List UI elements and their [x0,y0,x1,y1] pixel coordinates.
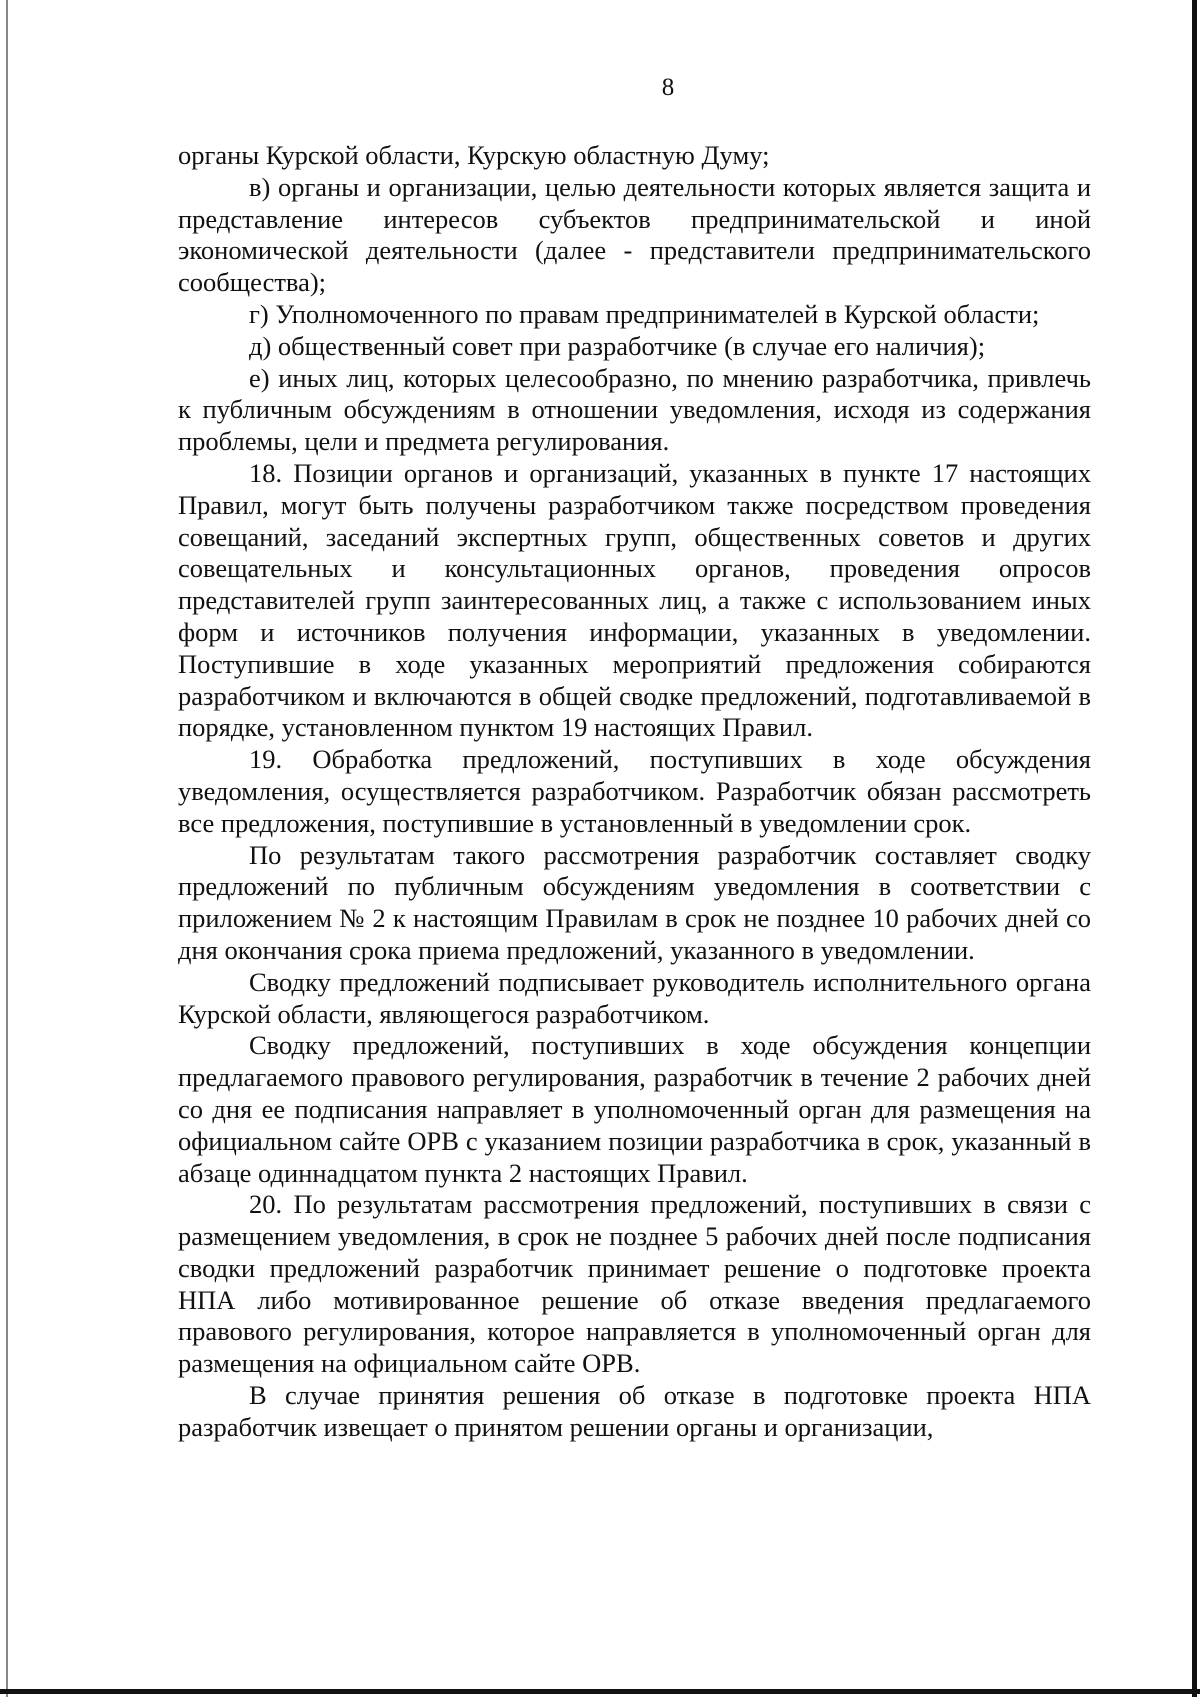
document-body [178,140,1091,1444]
paragraph-clause-19-signature: Сводку предложений подписывает руководитель исполнительного органа Курской области, являющегося разработчиком. [178,966,1091,1029]
page-number: 8 [661,74,675,101]
paragraph-clause-18: 18. Позиции органов и организаций, указанных в пункте 17 настоящих Правил, могут быть получены разработчиком также посредством проведения совещаний, заседаний экспертных групп, общественных советов и других совещательных и консультационных органов, проведения опросов представителей групп заинтересованных лиц, а также с использованием иных форм и источников получения информации, указанных в уведомлении. Поступившие в ходе указанных мероприятий предложения собираются разработчиком и включаются в общей сводке предложений, подготавливаемой в порядке, установленном пунктом 19 настоящих Правил. [178,457,1091,743]
paragraph-clause-19-concept: Сводку предложений, поступивших в ходе обсуждения концепции предлагаемого правового регулирования, разработчик в течение 2 рабочих дней со дня ее подписания направляет в уполномоченный орган для размещения на официальном сайте ОРВ с указанием позиции разработчика в срок, указанный в абзаце одиннадцатом пункта 2 настоящих Правил. [178,1030,1091,1188]
paragraph-continuation: органы Курской области, Курскую областную Думу; [178,140,770,170]
paragraph-clause-20-refusal: В случае принятия решения об отказе в подготовке проекта НПА разработчик извещает о принятом решении органы и организации, [178,1380,1091,1442]
paragraph-clause-19: 19. Обработка предложений, поступивших в ходе обсуждения уведомления, осуществляется разработчиком. Разработчик обязан рассмотреть все предложения, поступившие в установленный в уведомлении срок. [178,744,1091,838]
paragraph-item-d: д) общественный совет при разработчике (в случае его наличия); [249,330,986,361]
scan-right-border [1192,0,1197,1697]
scan-bottom-border [0,1689,1200,1694]
paragraph-item-v: в) органы и организации, целью деятельности которых является защита и представление интересов субъектов предпринимательской и иной экономической деятельности (далее - представители предпринимательского сообщества); [178,171,1091,298]
paragraph-item-e: е) иных лиц, которых целесообразно, по мнению разработчика, привлечь к публичным обсуждениям в отношении уведомления, исходя из содержания проблемы, цели и предмета регулирования. [178,362,1091,457]
paragraph-clause-20: 20. По результатам рассмотрения предложений, поступивших в связи с размещением уведомления, в срок не позднее 5 рабочих дней после подписания сводки предложений разработчик принимает решение о подготовке проекта НПА либо мотивированное решение об отказе введения предлагаемого правового регулирования, которое направляется в уполномоченный орган для размещения на официальном сайте ОРВ. [178,1189,1091,1379]
paragraph-clause-19-summary: По результатам такого рассмотрения разработчик составляет сводку предложений по публичным обсуждениям уведомления в соответствии с приложением № 2 к настоящим Правилам в срок не позднее 10 рабочих дней со дня окончания срока приема предложений, указанного в уведомлении. [178,839,1091,965]
scan-left-edge [6,0,8,1697]
paragraph-item-g: г) Уполномоченного по правам предпринимателей в Курской области; [249,298,1040,329]
